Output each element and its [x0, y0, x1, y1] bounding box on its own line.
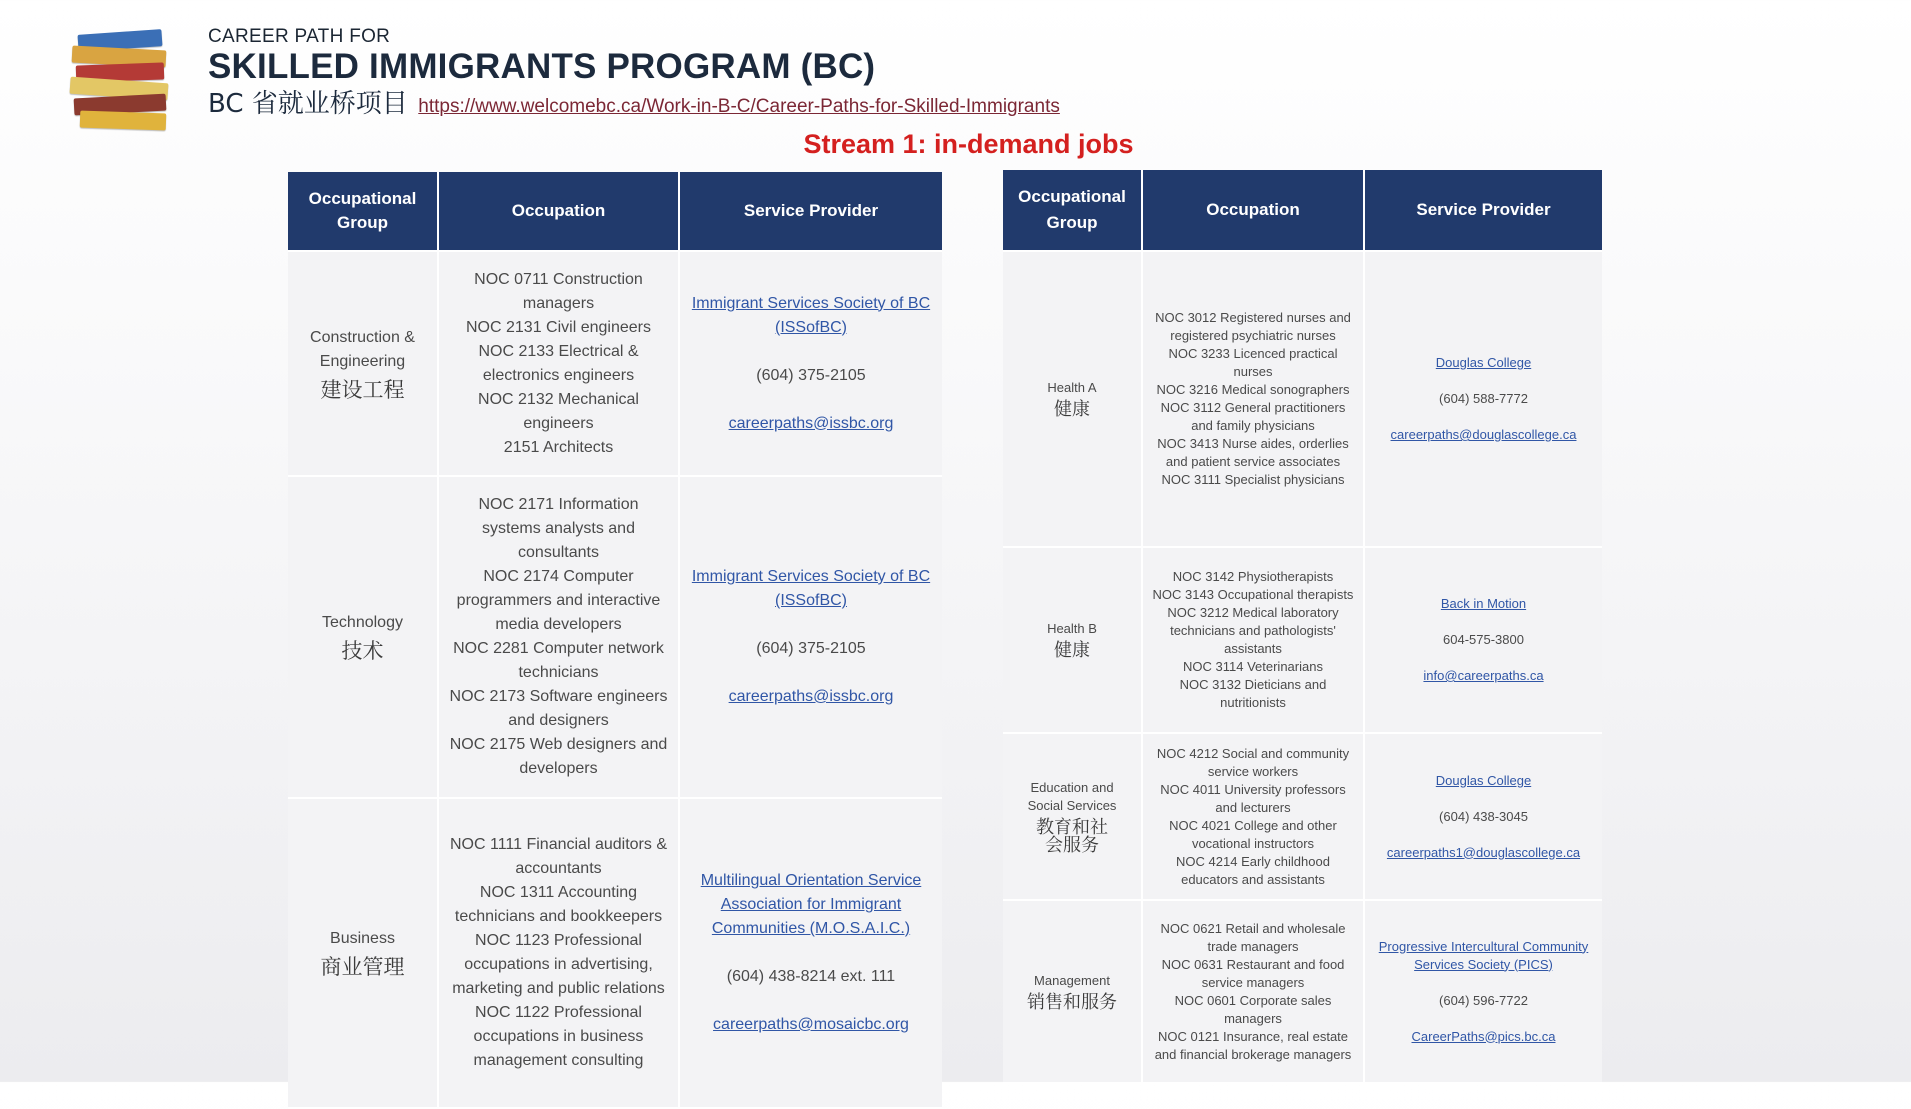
table-row: [1003, 900, 1602, 1083]
header-service-provider: Service Provider: [679, 172, 942, 251]
table-row: [1003, 251, 1602, 547]
right-occupation-table: [1003, 170, 1602, 1084]
group-name-chinese: 建设工程: [320, 377, 405, 402]
occupation-item: NOC 2173 Software engineers and designers: [449, 688, 668, 729]
occupation-cell: [1142, 547, 1364, 733]
left-occupation-table: [288, 172, 942, 1109]
group-cell: [1003, 251, 1142, 547]
group-name-chinese: 技术: [341, 639, 384, 663]
occupation-item: NOC 3216 Medical sonographers: [1156, 382, 1350, 397]
occupation-item: NOC 4021 College and other vocational instructors: [1169, 817, 1337, 851]
occupation-item: NOC 2131 Civil engineers: [466, 318, 651, 336]
header-occupational-group: Occupational Group: [288, 172, 438, 251]
provider-link[interactable]: Progressive Intercultural Community Services Society (PICS): [1378, 938, 1589, 972]
spacer: [1373, 1010, 1594, 1028]
table-row: [1003, 733, 1602, 900]
occupation-item: NOC 3012 Registered nurses and registered psychiatric nurses: [1155, 310, 1351, 343]
group-cell: [1003, 733, 1142, 900]
table-row: [288, 476, 942, 798]
occupation-item: NOC 2171 Information systems analysts and consultants: [478, 496, 639, 561]
spacer: [1373, 790, 1594, 808]
occupation-item: NOC 0711 Construction managers: [474, 270, 643, 312]
header-occupational-group: Occupational Group: [1003, 170, 1142, 251]
table-header-row: [288, 172, 942, 251]
occupation-item: NOC 0121 Insurance, real estate and financial brokerage managers: [1154, 1028, 1352, 1062]
group-name: Health A: [1047, 380, 1097, 395]
table-header-row: [1003, 170, 1602, 251]
group-cell: [1003, 900, 1142, 1083]
occupation-cell: [1142, 733, 1364, 900]
provider-cell: [1364, 547, 1602, 733]
occupation-item: NOC 1111 Financial auditors & accountants: [450, 836, 667, 877]
spacer: [1373, 613, 1594, 631]
occupation-item: NOC 4011 University professors and lecturers: [1160, 781, 1346, 815]
occupation-item: 2151 Architects: [503, 438, 614, 456]
occupation-item: NOC 0621 Retail and wholesale trade managers: [1160, 920, 1346, 954]
provider-cell: [1364, 900, 1602, 1083]
occupation-item: NOC 1311 Accounting technicians and bookkeepers: [454, 884, 663, 925]
provider-email[interactable]: careerpaths@mosaicbc.org: [713, 1016, 909, 1033]
occupation-item: NOC 3233 Licenced practical nurses: [1168, 346, 1338, 379]
occupation-item: NOC 3413 Nurse aides, orderlies and patient service associates: [1157, 436, 1349, 469]
group-cell: [288, 476, 438, 798]
header-subline: [208, 88, 1060, 124]
occupation-item: NOC 1122 Professional occupations in business management consulting: [473, 1004, 644, 1069]
provider-phone: (604) 438-3045: [1439, 808, 1528, 824]
header-occupation: Occupation: [438, 172, 679, 251]
occupation-cell: [1142, 900, 1364, 1083]
group-name: Management: [1034, 972, 1110, 988]
provider-phone: (604) 438-8214 ext. 111: [726, 968, 896, 985]
provider-email[interactable]: careerpaths@issbc.org: [728, 414, 894, 432]
provider-phone: (604) 596-7722: [1439, 992, 1528, 1008]
occupation-item: NOC 3142 Physiotherapists: [1172, 569, 1334, 584]
occupation-item: NOC 2132 Mechanical engineers: [478, 390, 639, 432]
occupation-item: NOC 0601 Corporate sales managers: [1174, 992, 1332, 1026]
spacer: [688, 388, 934, 412]
provider-phone: (604) 375-2105: [756, 640, 866, 657]
provider-email[interactable]: careerpaths@douglascollege.ca: [1390, 427, 1577, 442]
group-cell: [1003, 547, 1142, 733]
group-cell: [288, 251, 438, 476]
occupation-item: NOC 3114 Veterinarians: [1183, 659, 1323, 674]
group-cell: [288, 798, 438, 1108]
provider-phone: (604) 375-2105: [756, 366, 866, 384]
table-row: [288, 251, 942, 476]
occupation-item: NOC 2133 Electrical & electronics engineers: [478, 342, 639, 384]
group-name-chinese: 健康: [1054, 399, 1090, 420]
provider-cell: [1364, 251, 1602, 547]
spacer: [688, 661, 934, 685]
provider-email[interactable]: careerpaths1@douglascollege.ca: [1386, 844, 1581, 860]
occupation-item: NOC 4212 Social and community service workers: [1156, 745, 1350, 779]
occupation-item: NOC 1123 Professional occupations in advertising, marketing and public relations: [452, 932, 665, 997]
occupation-item: NOC 3132 Dieticians and nutritionists: [1179, 677, 1327, 710]
header-titles: [208, 26, 1060, 124]
spacer: [688, 340, 934, 364]
spacer: [1373, 974, 1594, 992]
header-service-provider: Service Provider: [1364, 170, 1602, 251]
group-name: Technology: [322, 614, 403, 631]
table-row: [1003, 547, 1602, 733]
provider-cell: [1364, 733, 1602, 900]
provider-email[interactable]: CareerPaths@pics.bc.ca: [1411, 1028, 1556, 1044]
occupation-item: NOC 2174 Computer programmers and interactive media developers: [456, 568, 661, 633]
provider-link[interactable]: Back in Motion: [1440, 596, 1527, 611]
provider-link[interactable]: Immigrant Services Society of BC (ISSofBC): [691, 568, 931, 609]
group-name-chinese: 商业管理: [320, 955, 405, 979]
provider-link[interactable]: Immigrant Services Society of BC (ISSofBC): [691, 294, 931, 336]
occupation-cell: [1142, 251, 1364, 547]
page-title: SKILLED IMMIGRANTS PROGRAM (BC): [208, 47, 876, 86]
spacer: [1373, 826, 1594, 844]
group-name: Business: [330, 930, 395, 947]
provider-cell: [679, 476, 942, 798]
occupation-item: NOC 3143 Occupational therapists: [1152, 587, 1354, 602]
spacer: [1373, 649, 1594, 667]
group-name: Health B: [1047, 621, 1097, 636]
occupation-cell: [438, 251, 679, 476]
spacer: [688, 941, 934, 965]
page-header: [68, 26, 1268, 136]
chinese-title: BC 省就业桥项目: [208, 89, 408, 119]
group-name-chinese: 销售和服务: [1027, 991, 1117, 1013]
table-row: [288, 798, 942, 1108]
provider-email[interactable]: careerpaths@issbc.org: [728, 688, 894, 705]
stream-title: Stream 1: in-demand jobs: [803, 129, 1134, 159]
occupation-item: NOC 2281 Computer network technicians: [453, 640, 664, 681]
provider-email[interactable]: info@careerpaths.ca: [1423, 668, 1544, 683]
occupation-item: NOC 2175 Web designers and developers: [449, 736, 668, 777]
provider-phone: 604-575-3800: [1443, 632, 1524, 647]
occupation-cell: [438, 476, 679, 798]
header-kicker: CAREER PATH FOR: [208, 26, 391, 47]
spacer: [1373, 408, 1594, 426]
header-occupation: Occupation: [1142, 170, 1364, 251]
provider-cell: [679, 798, 942, 1108]
group-name: Construction & Engineering: [310, 328, 415, 370]
welcomebc-link[interactable]: https://www.welcomebc.ca/Work-in-B-C/Career-Paths-for-Skilled-Immigrants: [418, 96, 1060, 117]
group-name-chinese: 教育和社会服务: [1036, 816, 1108, 856]
provider-phone: (604) 588-7772: [1439, 391, 1528, 406]
spacer: [688, 613, 934, 637]
occupation-item: NOC 0631 Restaurant and food service managers: [1161, 956, 1345, 990]
provider-cell: [679, 251, 942, 476]
group-name-chinese: 健康: [1054, 640, 1090, 661]
group-name: Education and Social Services: [1027, 779, 1117, 813]
provider-link[interactable]: Douglas College: [1435, 355, 1532, 370]
occupation-item: NOC 3111 Specialist physicians: [1161, 472, 1345, 487]
books-logo: [68, 26, 186, 132]
provider-link[interactable]: Douglas College: [1435, 772, 1532, 788]
occupation-item: NOC 4214 Early childhood educators and assistants: [1176, 853, 1330, 887]
spacer: [1373, 372, 1594, 390]
spacer: [688, 989, 934, 1013]
occupation-item: NOC 3212 Medical laboratory technicians and pathologists' assistants: [1167, 605, 1339, 656]
provider-link[interactable]: Multilingual Orientation Service Association for Immigrant Communities (M.O.S.A.I.C.): [700, 872, 922, 937]
occupation-item: NOC 3112 General practitioners and family physicians: [1160, 400, 1346, 433]
occupation-cell: [438, 798, 679, 1108]
